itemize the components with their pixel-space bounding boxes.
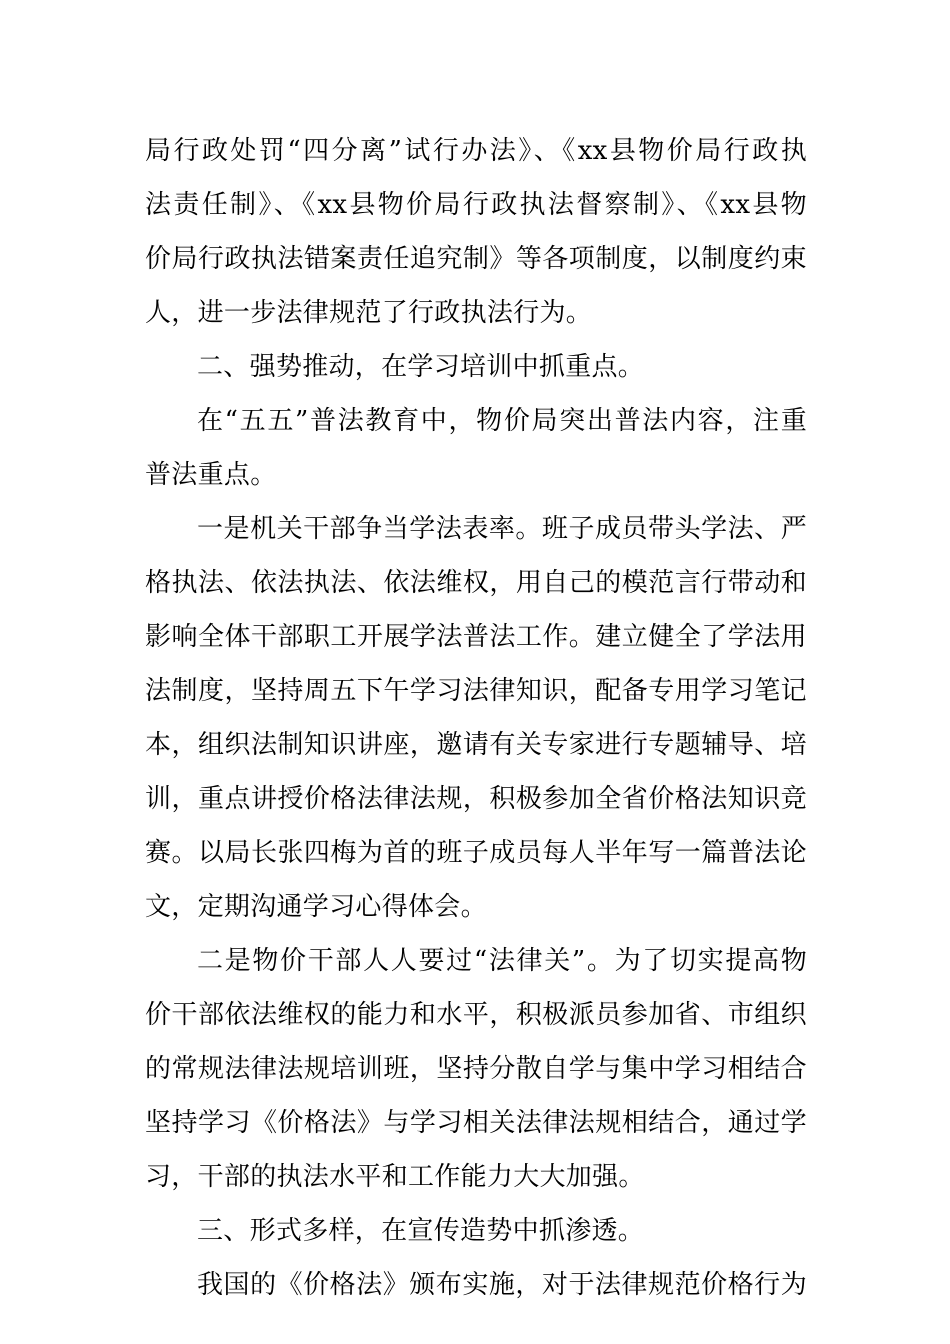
text-line: 一是机关干部争当学法表率。班子成员带头学法、严 <box>197 514 807 544</box>
text-line: 本，组织法制知识讲座，邀请有关专家进行专题辅导、培 <box>145 730 807 760</box>
text-line: 影响全体干部职工开展学法普法工作。建立健全了学法用 <box>145 622 807 652</box>
text-line: 局行政处罚“四分离”试行办法》、《xx县物价局行政执 <box>145 136 807 166</box>
text-line: 训，重点讲授价格法律法规，积极参加全省价格法知识竞 <box>145 784 807 814</box>
text-line: 习，干部的执法水平和工作能力大大加强。 <box>145 1162 645 1192</box>
text-line: 赛。以局长张四梅为首的班子成员每人半年写一篇普法论 <box>145 838 807 868</box>
section-heading: 三、形式多样，在宣传造势中抓渗透。 <box>197 1216 645 1246</box>
text-line: 文，定期沟通学习心得体会。 <box>145 892 487 922</box>
text-line: 的常规法律法规培训班，坚持分散自学与集中学习相结合 <box>145 1054 807 1084</box>
document-body <box>145 124 807 1312</box>
text-line: 人，进一步法律规范了行政执法行为。 <box>145 298 593 328</box>
text-line: 法制度，坚持周五下午学习法律知识，配备专用学习笔记 <box>145 676 807 706</box>
text-line: 价干部依法维权的能力和水平，积极派员参加省、市组织 <box>145 1000 807 1030</box>
text-line: 坚持学习《价格法》与学习相关法律法规相结合，通过学 <box>145 1108 807 1138</box>
text-line: 二是物价干部人人要过“法律关”。为了切实提高物 <box>197 946 807 976</box>
text-line: 在“五五”普法教育中，物价局突出普法内容，注重 <box>197 406 807 436</box>
text-line: 我国的《价格法》颁布实施，对于法律规范价格行为 <box>197 1270 807 1300</box>
text-line: 普法重点。 <box>145 460 277 490</box>
text-line: 价局行政执法错案责任追究制》等各项制度，以制度约束 <box>145 244 807 274</box>
text-line: 格执法、依法执法、依法维权，用自己的模范言行带动和 <box>145 568 807 598</box>
text-line: 法责任制》、《xx县物价局行政执法督察制》、《xx县物 <box>145 190 807 220</box>
section-heading: 二、强势推动，在学习培训中抓重点。 <box>197 352 645 382</box>
